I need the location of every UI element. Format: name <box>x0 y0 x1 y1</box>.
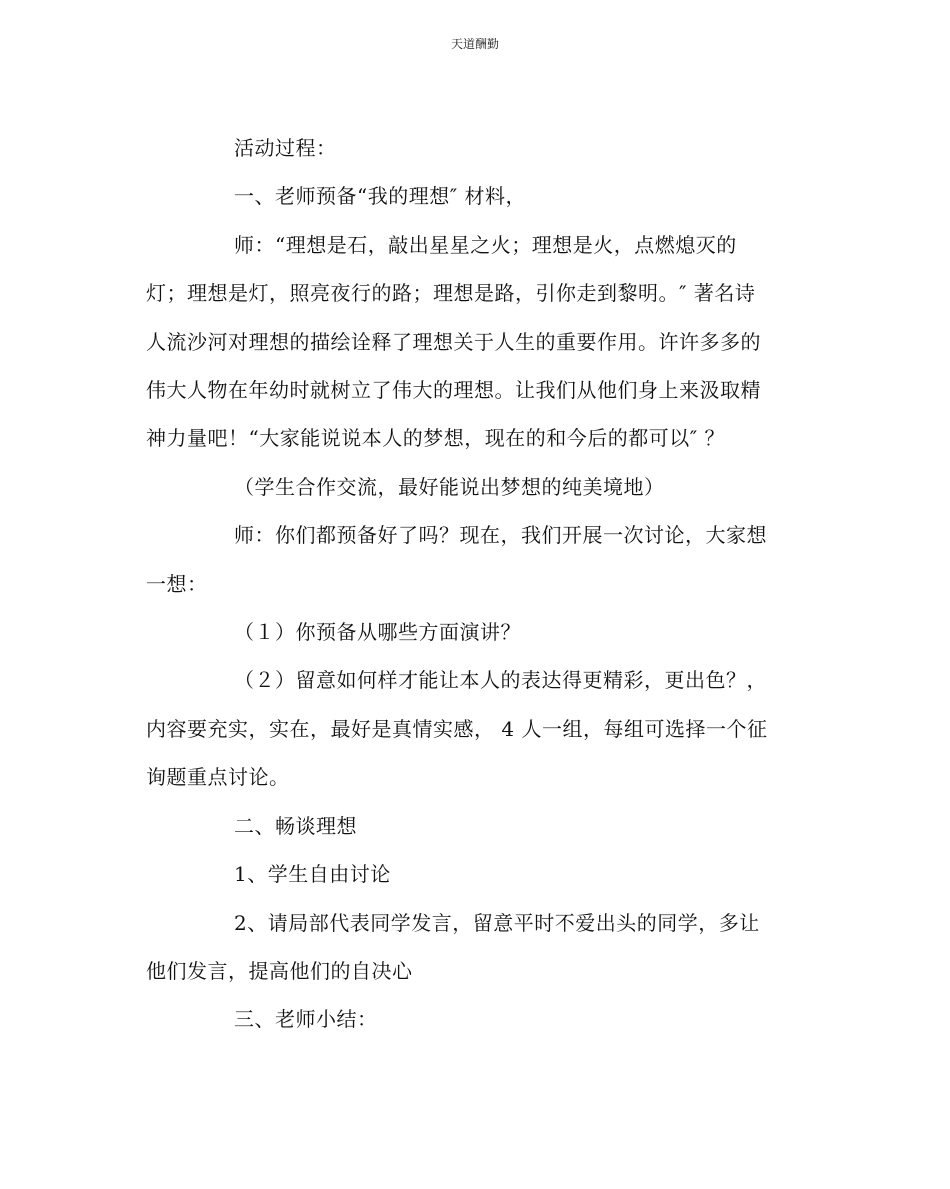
text-line: 一想： <box>146 571 208 596</box>
text-line: 他们发言，提高他们的自决心 <box>146 958 413 983</box>
text-line: 师：你们都预备好了吗？现在，我们开展一次讨论，大家想 <box>234 523 767 548</box>
text-line: 三、老师小结： <box>234 1007 378 1032</box>
text-line: 师：“理想是石，敲出星星之火；理想是火，点燃熄灭的 <box>234 232 737 257</box>
text-line: 内容要充实，实在，最好是真情实感， 4 人一组，每组可选择一个征 <box>146 716 768 741</box>
text-line: （２）留意如何样才能让本人的表达得更精彩，更出色？， <box>234 668 767 693</box>
text-line: 活动过程： <box>234 136 337 160</box>
text-line: 一、老师预备“我的理想″ 材料， <box>234 184 527 209</box>
text-line: 2、请局部代表同学发言，留意平时不爱出头的同学，多让 <box>234 910 760 935</box>
document-body <box>146 124 801 1044</box>
text-line: 神力量吧！“大家能说说本人的梦想，现在的和今后的都可以″ ？ <box>146 426 726 451</box>
text-line: 二、畅谈理想 <box>234 813 357 838</box>
text-line: 伟大人物在年幼时就树立了伟大的理想。让我们从他们身上来汲取精 <box>146 378 761 403</box>
text-line: 灯；理想是灯，照亮夜行的路；理想是路，引你走到黎明。″ 著名诗 <box>146 281 756 306</box>
text-line: 1、学生自由讨论 <box>234 862 391 887</box>
page-header: 天道酬勤 <box>450 37 499 51</box>
text-line: （学生合作交流，最好能说出梦想的纯美境地） <box>234 474 665 499</box>
text-line: （１）你预备从哪些方面演讲？ <box>234 620 521 645</box>
text-line: 人流沙河对理想的描绘诠释了理想关于人生的重要作用。许许多多的 <box>146 329 761 354</box>
text-line: 询题重点讨论。 <box>146 765 290 790</box>
